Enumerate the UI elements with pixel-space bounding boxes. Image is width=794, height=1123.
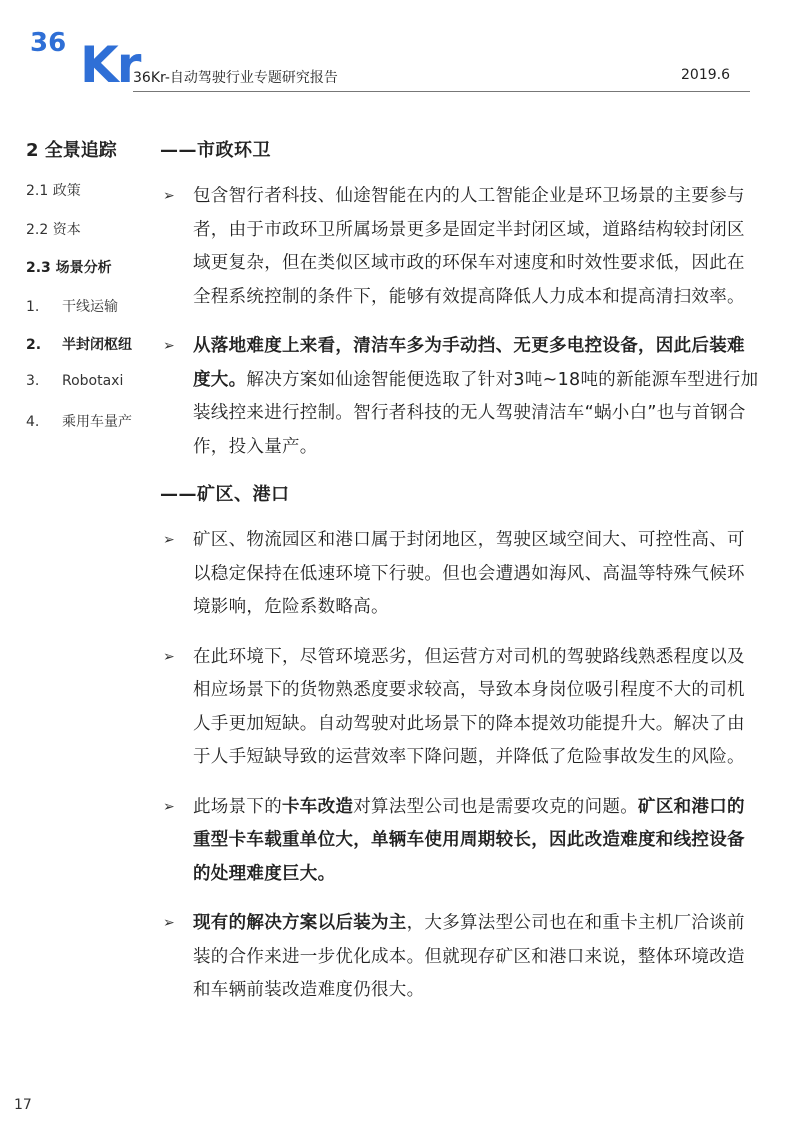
- arrow-bullet-icon: ➢: [163, 915, 176, 931]
- page-number: 17: [14, 1097, 32, 1113]
- toc-item-trunk-transport[interactable]: 1. 干线运输: [26, 298, 118, 315]
- section-heading-sanitation: ——市政环卫: [160, 140, 271, 161]
- report-date: 2019.6: [681, 67, 730, 83]
- toc-item-robotaxi[interactable]: 3. Robotaxi: [26, 372, 124, 389]
- list-item: ➢ 现有的解决方案以后装为主，大多算法型公司也在和重卡主机厂洽谈前装的合作来进一步优化成本。但就现存矿区和港口来说，整体环境改造和车辆前装改造难度仍很大。: [160, 907, 760, 1008]
- toc-item-capital[interactable]: 2.2 资本: [26, 221, 81, 238]
- list-item: ➢ 此场景下的卡车改造对算法型公司也是需要攻克的问题。矿区和港口的重型卡车载重单位大，单辆车使用周期较长，因此改造难度和线控设备的处理难度巨大。: [160, 791, 760, 892]
- toc-chapter-title: 2 全景追踪: [26, 140, 117, 161]
- header-divider: [133, 91, 750, 92]
- arrow-bullet-icon: ➢: [163, 648, 176, 665]
- list-item: ➢ 从落地难度上来看，清洁车多为手动挡、无更多电控设备，因此后装难度大。解决方案如仙途智能便选取了针对3吨~18吨的新能源车型进行加装线控来进行控制。智行者科技的无人驾驶清洁车“蜗小白”也与首钢合作，投入量产。: [160, 330, 760, 464]
- toc-item-scene-analysis[interactable]: 2.3 场景分析: [26, 260, 112, 276]
- toc-item-passenger-car[interactable]: 4. 乘用车量产: [26, 414, 132, 430]
- arrow-bullet-icon: ➢: [163, 532, 176, 548]
- arrow-bullet-icon: ➢: [163, 338, 176, 354]
- list-item: ➢ 在此环境下，尽管环境恶劣，但运营方对司机的驾驶路线熟悉程度以及相应场景下的货物熟悉度要求较高，导致本身岗位吸引程度不大的司机人手更加短缺。自动驾驶对此场景下的降本提效功能提升大。解决了由于人手短缺导致的运营效率下降问题，并降低了危险事故发生的风险。: [160, 641, 760, 775]
- logo-36: 36: [30, 28, 67, 58]
- sidebar-toc: [26, 136, 151, 450]
- arrow-bullet-icon: ➢: [163, 188, 176, 204]
- list-item: ➢ 矿区、物流园区和港口属于封闭地区，驾驶区域空间大、可控性高、可以稳定保持在低速环境下行驶。但也会遭遇如海风、高温等特殊气候环境影响，危险系数略高。: [160, 524, 760, 625]
- toc-item-semi-closed-hub[interactable]: 2. 半封闭枢纽: [26, 337, 132, 353]
- list-item: ➢ 包含智行者科技、仙途智能在内的人工智能企业是环卫场景的主要参与者，由于市政环卫所属场景更多是固定半封闭区域，道路结构较封闭区域更复杂，但在类似区域市政的环保车对速度和时效性要求低，因此在全程系统控制的条件下，能够有效提高降低人力成本和提高清扫效率。: [160, 180, 760, 314]
- report-title: 36Kr-自动驾驶行业专题研究报告: [133, 70, 338, 86]
- logo-kr: Kr: [80, 36, 140, 94]
- section-heading-mines-ports: ——矿区、港口: [160, 484, 290, 505]
- arrow-bullet-icon: ➢: [163, 798, 176, 815]
- toc-item-policy[interactable]: 2.1 政策: [26, 183, 81, 199]
- main-content: [160, 136, 760, 1024]
